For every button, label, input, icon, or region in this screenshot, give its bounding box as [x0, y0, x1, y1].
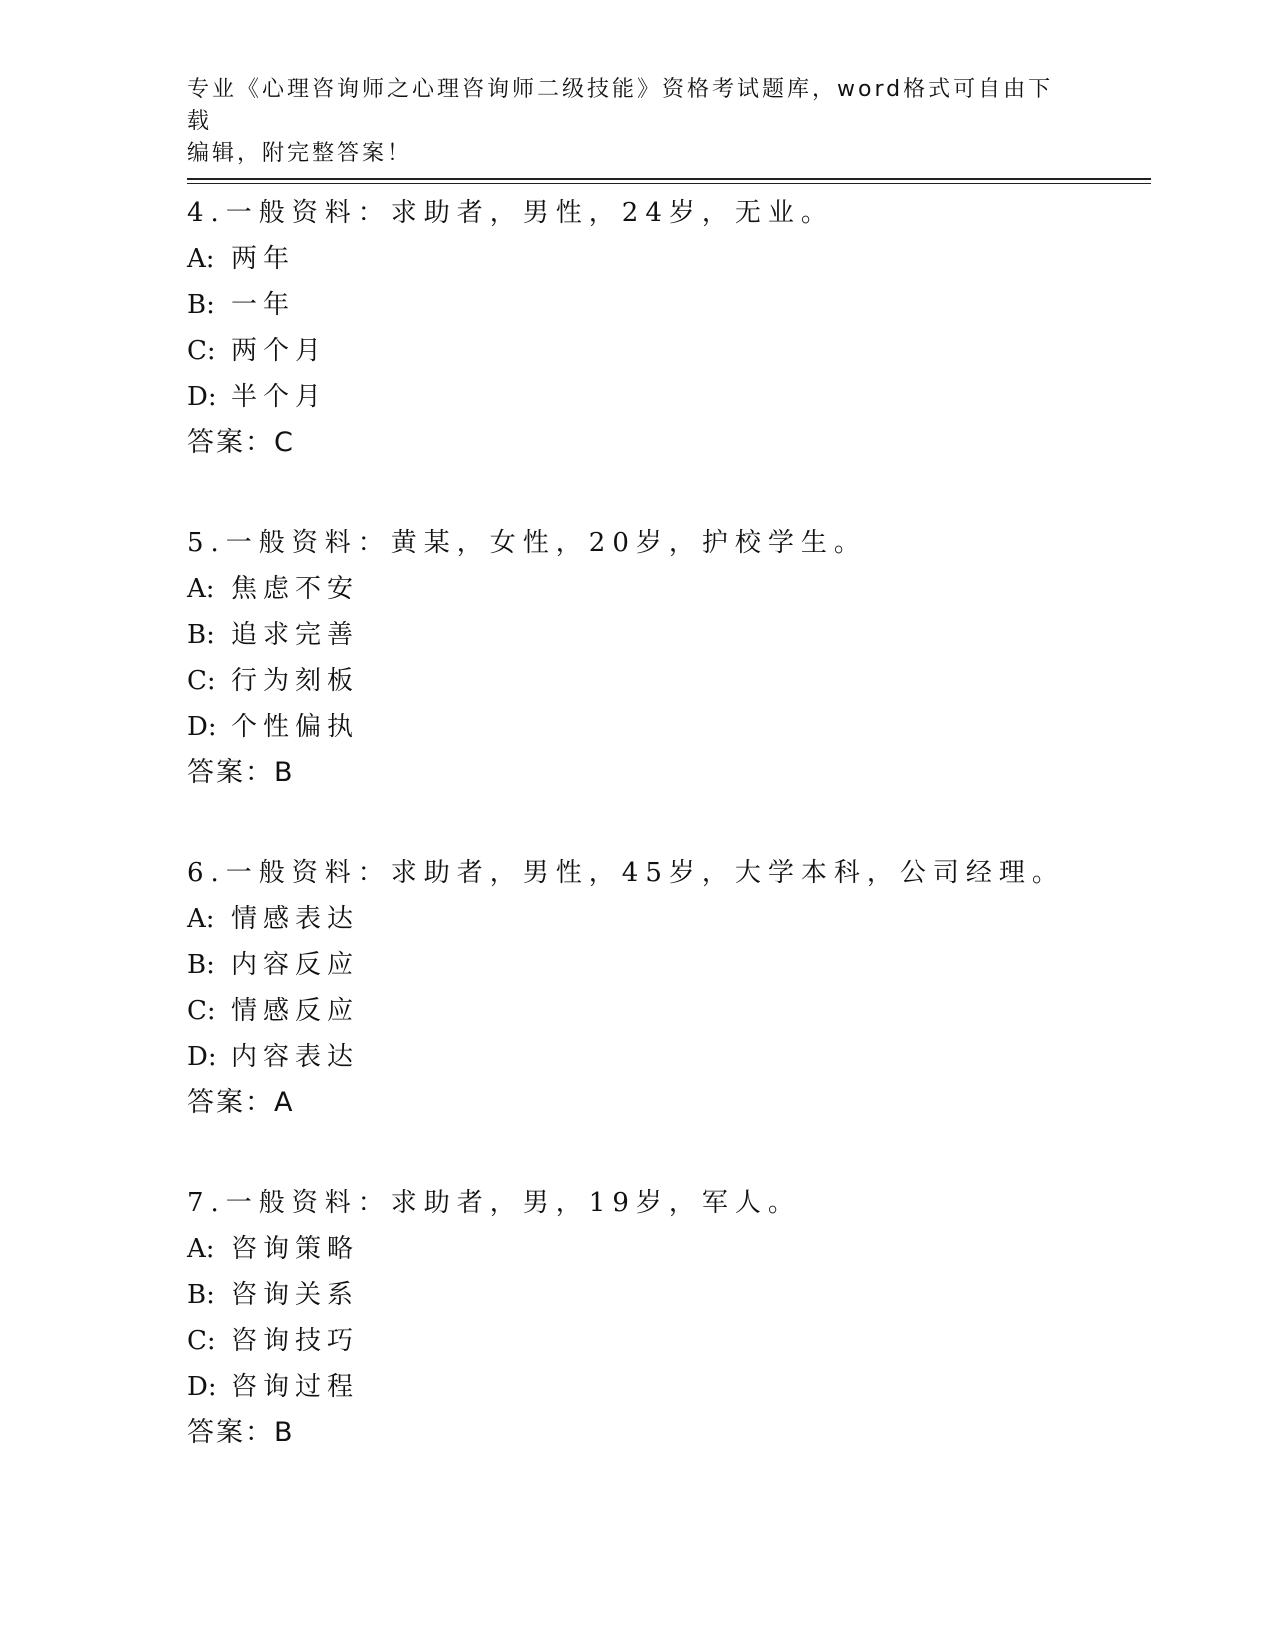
question-stem: 4.一般资料：求助者，男性，24岁，无业。 — [187, 198, 834, 228]
option-b — [187, 1272, 1147, 1318]
option-c — [187, 328, 1147, 374]
question-6 — [187, 850, 1147, 1126]
option-key: C: — [187, 336, 216, 366]
header-line-1: 专业《心理咨询师之心理咨询师二级技能》资格考试题库，word格式可自由下载 — [187, 77, 1054, 134]
question-stem: 6.一般资料：求助者，男性，45岁，大学本科，公司经理。 — [187, 858, 1065, 888]
option-b — [187, 612, 1147, 658]
option-text: 一年 — [231, 290, 296, 320]
option-d — [187, 1034, 1147, 1080]
question-5 — [187, 520, 1147, 796]
option-text: 咨询技巧 — [231, 1326, 360, 1356]
option-text: 行为刻板 — [231, 666, 360, 696]
question-4 — [187, 190, 1147, 466]
header-divider-thin — [187, 183, 1151, 184]
option-a — [187, 1226, 1147, 1272]
header-line-2: 编辑，附完整答案！ — [187, 141, 413, 166]
answer-line: 答案：B — [187, 757, 295, 788]
option-key: A: — [187, 1234, 215, 1264]
option-key: C: — [187, 996, 216, 1026]
option-d — [187, 374, 1147, 420]
answer-line: 答案：C — [187, 427, 295, 458]
question-list — [187, 190, 1147, 1510]
option-text: 两年 — [231, 244, 296, 274]
option-key: D: — [187, 382, 217, 412]
option-text: 咨询策略 — [231, 1234, 360, 1264]
option-text: 内容表达 — [231, 1042, 360, 1072]
option-a — [187, 236, 1147, 282]
option-c — [187, 1318, 1147, 1364]
header-divider-thick — [187, 178, 1151, 180]
option-key: C: — [187, 1326, 216, 1356]
option-key: A: — [187, 244, 215, 274]
option-key: A: — [187, 904, 215, 934]
option-text: 追求完善 — [231, 620, 360, 650]
option-key: B: — [187, 290, 215, 320]
option-a — [187, 896, 1147, 942]
option-text: 情感反应 — [231, 996, 360, 1026]
option-b — [187, 282, 1147, 328]
option-d — [187, 704, 1147, 750]
option-key: B: — [187, 1280, 215, 1310]
option-d — [187, 1364, 1147, 1410]
option-key: D: — [187, 1042, 217, 1072]
option-text: 咨询关系 — [231, 1280, 360, 1310]
option-key: B: — [187, 620, 215, 650]
question-7 — [187, 1180, 1147, 1456]
option-key: D: — [187, 1372, 217, 1402]
option-text: 焦虑不安 — [231, 574, 360, 604]
option-text: 半个月 — [231, 382, 328, 412]
option-text: 内容反应 — [231, 950, 360, 980]
answer-line: 答案：A — [187, 1087, 295, 1118]
option-key: D: — [187, 712, 217, 742]
option-key: A: — [187, 574, 215, 604]
option-text: 个性偏执 — [231, 712, 360, 742]
option-text: 两个月 — [231, 336, 328, 366]
option-text: 情感表达 — [231, 904, 360, 934]
answer-line: 答案：B — [187, 1417, 295, 1448]
option-a — [187, 566, 1147, 612]
option-b — [187, 942, 1147, 988]
question-stem: 5.一般资料：黄某，女性，20岁，护校学生。 — [187, 528, 867, 558]
document-header — [187, 74, 1077, 170]
option-c — [187, 988, 1147, 1034]
option-key: C: — [187, 666, 216, 696]
question-stem: 7.一般资料：求助者，男，19岁，军人。 — [187, 1188, 801, 1218]
option-c — [187, 658, 1147, 704]
option-text: 咨询过程 — [231, 1372, 360, 1402]
option-key: B: — [187, 950, 215, 980]
